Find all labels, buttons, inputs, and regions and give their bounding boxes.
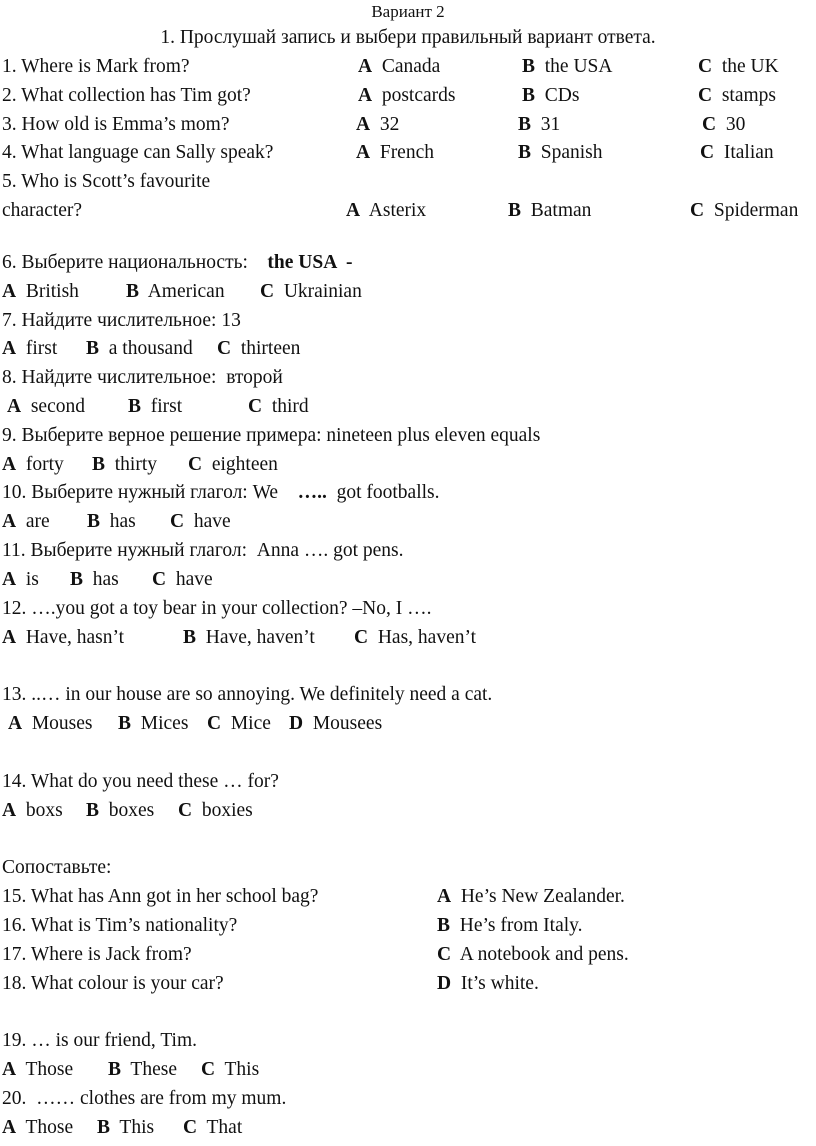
text-line: [2, 84, 777, 108]
answer-option: [260, 280, 362, 304]
question-text: 13. ..… in our house are so annoying. We definitely need a cat.: [2, 684, 493, 705]
matching-question: 16. What is Tim’s nationality?: [2, 915, 238, 936]
option-text: That: [206, 1117, 243, 1138]
answer-option: [2, 568, 39, 592]
answer-option: [437, 885, 625, 909]
option-text: the USA: [544, 56, 613, 77]
option-text: Asterix: [368, 200, 427, 221]
text-line: [2, 943, 629, 967]
text-line: [2, 481, 440, 505]
answer-option: [518, 141, 603, 165]
option-letter: A: [2, 454, 17, 475]
answer-option: [188, 453, 278, 477]
answer-option: [354, 626, 476, 650]
option-text: American: [147, 281, 225, 302]
option-letter: C: [698, 85, 713, 106]
option-letter: B: [86, 338, 100, 359]
option-text: Spanish: [540, 142, 603, 163]
matching-question: 18. What colour is your car?: [2, 973, 224, 994]
answer-option: [183, 626, 315, 650]
variant-title: Вариант 2: [371, 2, 445, 21]
option-text: British: [25, 281, 79, 302]
text-line: [2, 770, 279, 794]
option-text: Mousees: [312, 713, 383, 734]
option-letter: C: [201, 1059, 216, 1080]
option-letter: A: [437, 886, 452, 907]
answer-option: [2, 337, 57, 361]
text-line: [2, 309, 241, 333]
option-text: are: [25, 511, 50, 532]
option-text: Mices: [140, 713, 189, 734]
answer-option: [522, 84, 579, 108]
option-text: first: [25, 338, 58, 359]
answer-option: [356, 113, 399, 137]
question-text: 14. What do you need these … for?: [2, 771, 279, 792]
answer-option: [358, 55, 440, 79]
option-letter: C: [152, 569, 167, 590]
text-line: [2, 141, 774, 165]
option-text: Italian: [723, 142, 774, 163]
option-text: second: [30, 396, 85, 417]
option-letter: B: [128, 396, 142, 417]
option-letter: C: [690, 200, 705, 221]
matching-question: 15. What has Ann got in her school bag?: [2, 886, 319, 907]
option-letter: B: [183, 627, 197, 648]
option-text: A notebook and pens.: [459, 944, 629, 965]
question-text: 4. What language can Sally speak?: [2, 142, 274, 163]
option-letter: A: [346, 200, 361, 221]
answer-option: [217, 337, 300, 361]
option-letter: B: [518, 114, 532, 135]
option-text: Those: [25, 1117, 74, 1138]
matching-question: 17. Where is Jack from?: [2, 944, 192, 965]
answer-option: [207, 712, 271, 736]
answer-option: [358, 84, 456, 108]
answer-option: [92, 453, 157, 477]
answer-option: [2, 510, 50, 534]
instruction: 1. Прослушай запись и выбери правильный вариант ответа.: [160, 27, 656, 48]
option-letter: C: [702, 114, 717, 135]
option-text: have: [193, 511, 231, 532]
answer-option: [2, 799, 63, 823]
option-letter: D: [289, 713, 304, 734]
answer-option: [128, 395, 182, 419]
question-text: 1. Where is Mark from?: [2, 56, 190, 77]
answer-option: [356, 141, 434, 165]
option-letter: C: [207, 713, 222, 734]
answer-option: [87, 510, 136, 534]
option-text: Batman: [530, 200, 592, 221]
option-text: CDs: [544, 85, 580, 106]
option-letter: B: [86, 800, 100, 821]
answer-option: [518, 113, 560, 137]
question-text: 3. How old is Emma’s mom?: [2, 114, 230, 135]
option-text: have: [175, 569, 213, 590]
option-text: This: [224, 1059, 260, 1080]
question-text-after: got footballs.: [336, 482, 440, 503]
option-letter: B: [70, 569, 84, 590]
option-text: thirty: [114, 454, 158, 475]
option-letter: C: [260, 281, 275, 302]
answer-option: [437, 914, 583, 938]
option-letter: C: [437, 944, 452, 965]
answer-option: [178, 799, 253, 823]
answer-option: [2, 626, 124, 650]
text-line: [2, 597, 431, 621]
option-text: boxies: [201, 800, 253, 821]
text-line: [2, 366, 283, 390]
option-text: thirteen: [240, 338, 301, 359]
option-text: 31: [540, 114, 561, 135]
option-text: boxs: [25, 800, 63, 821]
text-line: [2, 424, 540, 448]
option-letter: A: [2, 511, 17, 532]
option-text: Has, haven’t: [377, 627, 477, 648]
text-line: [2, 199, 799, 223]
answer-option: [522, 55, 612, 79]
option-text: has: [92, 569, 119, 590]
answer-option: [2, 1116, 73, 1140]
option-letter: B: [118, 713, 132, 734]
option-letter: B: [92, 454, 106, 475]
option-text: He’s New Zealander.: [460, 886, 625, 907]
question-text: character?: [2, 200, 83, 221]
option-text: Have, hasn’t: [25, 627, 125, 648]
option-letter: C: [700, 142, 715, 163]
answer-option: [702, 113, 745, 137]
option-text: This: [119, 1117, 155, 1138]
answer-option: [2, 453, 64, 477]
text-line: [2, 55, 779, 79]
answer-option: [8, 712, 93, 736]
answer-option: [70, 568, 119, 592]
option-letter: B: [522, 56, 536, 77]
answer-option: [437, 943, 629, 967]
question-text: 5. Who is Scott’s favourite: [2, 171, 211, 192]
text-line: [2, 251, 352, 275]
option-text: is: [25, 569, 39, 590]
text-line: [2, 885, 625, 909]
option-letter: C: [354, 627, 369, 648]
option-letter: A: [358, 56, 373, 77]
option-text: boxes: [108, 800, 155, 821]
answer-option: [201, 1058, 259, 1082]
option-text: Spiderman: [713, 200, 799, 221]
option-letter: A: [7, 396, 22, 417]
option-letter: C: [170, 511, 185, 532]
text-line: [2, 1029, 197, 1053]
option-letter: A: [2, 1117, 17, 1138]
option-text: postcards: [381, 85, 456, 106]
option-letter: C: [188, 454, 203, 475]
text-line: [2, 113, 746, 137]
option-letter: B: [518, 142, 532, 163]
text-line: [2, 856, 111, 880]
answer-option: [170, 510, 231, 534]
question-text: 9. Выберите верное решение примера: nineteen plus eleven equals: [2, 425, 541, 446]
option-letter: A: [2, 800, 17, 821]
question-text: 10. Выберите нужный глагол: We: [2, 482, 279, 503]
option-letter: B: [97, 1117, 111, 1138]
answer-option: [126, 280, 225, 304]
question-text: 8. Найдите числительное: второй: [2, 367, 283, 388]
option-text: forty: [25, 454, 64, 475]
answer-option: [437, 972, 539, 996]
answer-option: [690, 199, 798, 223]
question-text: 11. Выберите нужный глагол: Anna …. got pens.: [2, 540, 404, 561]
answer-option: [698, 55, 779, 79]
answer-option: [698, 84, 776, 108]
option-letter: C: [178, 800, 193, 821]
option-letter: A: [358, 85, 373, 106]
matching-heading: Сопоставьте:: [2, 857, 112, 878]
option-text: first: [150, 396, 183, 417]
question-text: 12. ….you got a toy bear in your collection? –No, I ….: [2, 598, 432, 619]
option-text: It’s white.: [460, 973, 539, 994]
question-bold: …..: [297, 482, 327, 503]
option-text: Mice: [230, 713, 271, 734]
option-text: 32: [379, 114, 400, 135]
option-letter: B: [437, 915, 451, 936]
option-letter: A: [8, 713, 23, 734]
answer-option: [183, 1116, 242, 1140]
answer-option: [248, 395, 309, 419]
option-letter: B: [522, 85, 536, 106]
answer-option: [86, 337, 193, 361]
option-letter: B: [126, 281, 140, 302]
question-text: 20. …… clothes are from my mum.: [2, 1088, 287, 1109]
option-letter: B: [87, 511, 101, 532]
option-text: Those: [25, 1059, 74, 1080]
answer-option: [118, 712, 188, 736]
text-line: [2, 1087, 286, 1111]
option-letter: A: [356, 114, 371, 135]
option-letter: A: [356, 142, 371, 163]
answer-option: [7, 395, 85, 419]
option-text: Mouses: [31, 713, 93, 734]
answer-option: [97, 1116, 154, 1140]
option-letter: A: [2, 338, 17, 359]
question-text: 2. What collection has Tim got?: [2, 85, 251, 106]
answer-option: [2, 1058, 73, 1082]
option-letter: A: [2, 1059, 17, 1080]
option-text: These: [130, 1059, 177, 1080]
text-line: [2, 914, 583, 938]
option-text: eighteen: [211, 454, 278, 475]
question-bold: the USA -: [267, 252, 353, 273]
answer-option: [508, 199, 591, 223]
option-text: a thousand: [108, 338, 193, 359]
option-text: Canada: [381, 56, 441, 77]
text-line: [2, 539, 404, 563]
option-letter: D: [437, 973, 452, 994]
option-letter: A: [2, 627, 17, 648]
option-text: Ukrainian: [283, 281, 362, 302]
answer-option: [346, 199, 426, 223]
option-letter: C: [217, 338, 232, 359]
option-text: stamps: [721, 85, 777, 106]
option-text: He’s from Italy.: [459, 915, 583, 936]
question-text: 19. … is our friend, Tim.: [2, 1030, 198, 1051]
answer-option: [108, 1058, 177, 1082]
option-letter: A: [2, 281, 17, 302]
question-text: 6. Выберите национальность:: [2, 252, 248, 273]
option-letter: B: [108, 1059, 122, 1080]
answer-option: [2, 280, 79, 304]
option-letter: A: [2, 569, 17, 590]
option-text: the UK: [721, 56, 779, 77]
answer-option: [152, 568, 213, 592]
text-line: [2, 170, 210, 194]
option-letter: B: [508, 200, 522, 221]
text-line: [2, 972, 539, 996]
option-text: French: [379, 142, 434, 163]
question-text: 7. Найдите числительное: 13: [2, 310, 241, 331]
option-text: Have, haven’t: [205, 627, 315, 648]
option-letter: C: [248, 396, 263, 417]
answer-option: [86, 799, 154, 823]
option-text: third: [271, 396, 309, 417]
option-text: 30: [725, 114, 746, 135]
answer-option: [289, 712, 382, 736]
answer-option: [700, 141, 774, 165]
option-letter: C: [183, 1117, 198, 1138]
option-letter: C: [698, 56, 713, 77]
text-line: [2, 683, 492, 707]
option-text: has: [109, 511, 136, 532]
